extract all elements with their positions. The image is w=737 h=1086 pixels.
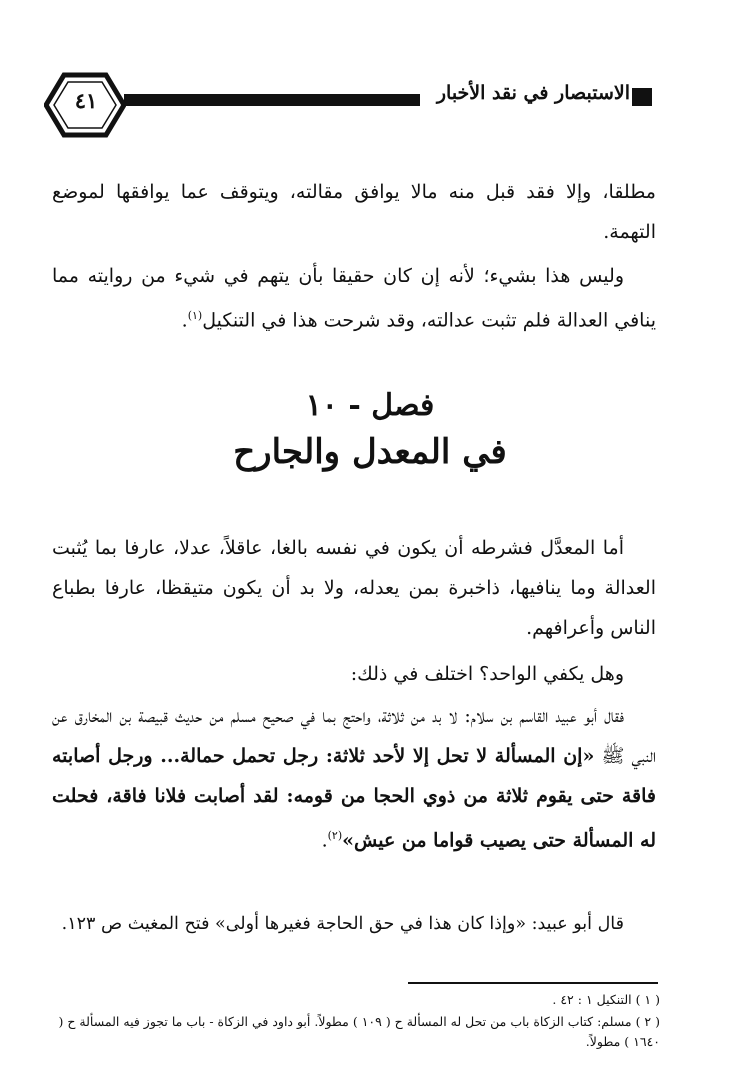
paragraph-5-text: فقال أبو عبيد القاسم بن سلام: لا بد من ثلاثة، واحتج بما في صحيح مسلم من حديث قبيصة بن المخارق عن النبي ﷺ [52, 705, 656, 767]
section-heading-title: في المعدل والجارح [233, 432, 507, 472]
running-title: الاستبصار في نقد الأخبار [436, 82, 630, 104]
footnote-ref-1[interactable]: (١) [187, 309, 203, 322]
footnote-2: ( ٢ ) مسلم: كتاب الزكاة باب من تحل له المسألة ح ( ١٠٩ ) مطولاً. أبو داود في الزكاة - باب ما تجوز فيه المسألة ح ( ١٦٤٠ ) مطولاً. [58, 1014, 660, 1049]
page-number: ٤١ [74, 88, 98, 113]
paragraph-6: قال أبو عبيد: «وإذا كان هذا في حق الحاجة فغيرها أولى» فتح المغيث ص ١٢٣. [61, 914, 624, 934]
paragraph-3: أما المعدَّل فشرطه أن يكون في نفسه بالغا، عاقلاً، عدلا، عارفا بما يُثبت العدالة وما ينافيها، ذاخبرة بمن يعدله، ولا بد أن يكون متيقظا، عارفا بطباع الناس وأعرافهم. [52, 537, 656, 639]
paragraph-2-text: وليس هذا بشيء؛ لأنه إن كان حقيقا بأن يتهم في شيء من روايته مما ينافي العدالة فلم تثبت عدالته، وقد شرحت هذا في التنكيل [52, 265, 656, 332]
footnote-rule [408, 982, 658, 984]
paragraph-4: وهل يكفي الواحد؟ اختلف في ذلك: [350, 663, 624, 685]
footnote-1: ( ١ ) التنكيل ١ : ٤٢ . [552, 992, 660, 1007]
section-heading-number: فصل - ١٠ [305, 388, 435, 423]
paragraph-5 [52, 696, 656, 860]
header-square-ornament [632, 88, 652, 106]
paragraph-1: مطلقا، وإلا فقد قبل منه مالا يوافق مقالته، ويتوقف عما يوافقها لموضع التهمة. [52, 181, 656, 243]
paragraph-2 [52, 256, 656, 340]
paragraph-2-end: . [181, 309, 188, 332]
hadith-quote: «إن المسألة لا تحل إلا لأحد ثلاثة: رجل تحمل حمالة... ورجل أصابته فاقة حتى يقوم ثلاثة من ذوي الحجا من قومه: لقد أصابت فلانا فاقة، فحلت له المسألة حتى يصيب قواما من عيش» [52, 745, 656, 852]
footnote-ref-2[interactable]: (٢) [327, 829, 343, 842]
paragraph-5-end: . [321, 829, 328, 852]
header-bar [124, 94, 420, 106]
